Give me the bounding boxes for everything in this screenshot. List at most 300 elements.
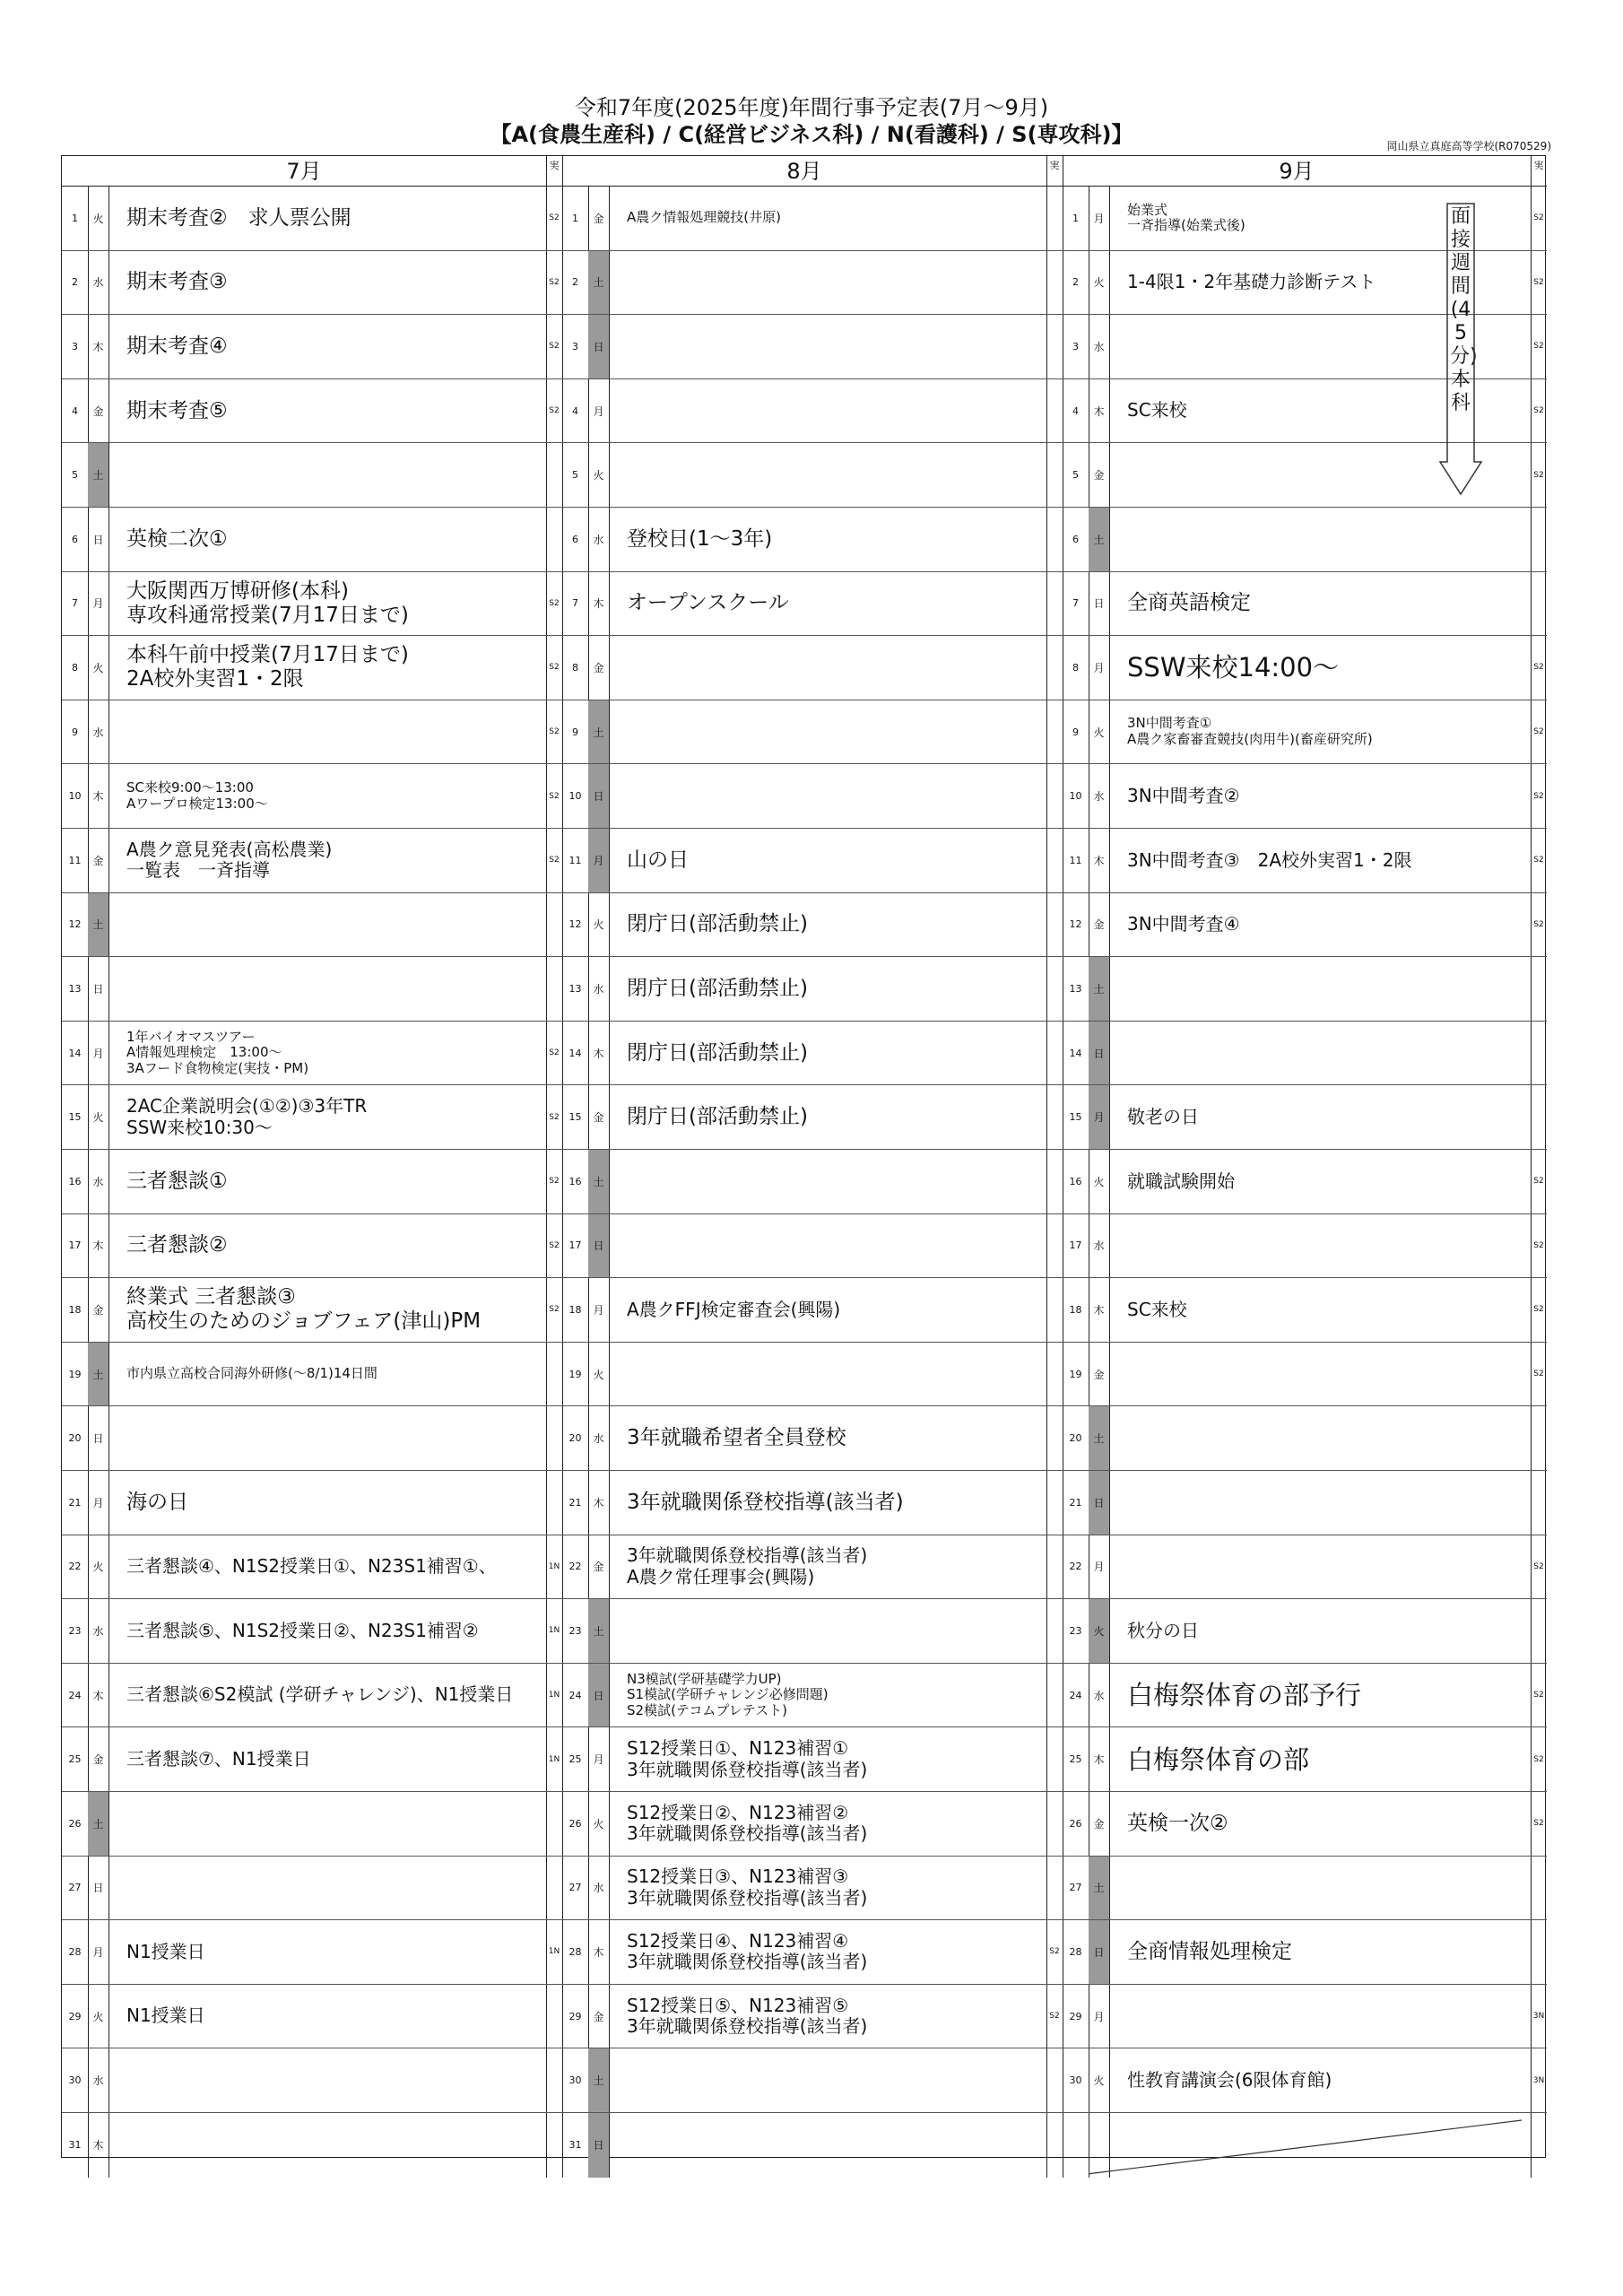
day-number: 29 bbox=[1069, 2010, 1082, 2022]
jitsu-mark bbox=[1531, 957, 1547, 1021]
weekday: 土 bbox=[88, 443, 108, 507]
day-number: 31 bbox=[68, 2139, 82, 2152]
weekday: 土 bbox=[88, 893, 108, 957]
day-number: 5 bbox=[1072, 469, 1079, 482]
jitsu-mark bbox=[546, 1471, 562, 1535]
weekday: 金 bbox=[92, 854, 104, 867]
event-line: S1模試(学研チャレンジ必修問題) bbox=[627, 1686, 829, 1703]
weekday: 火 bbox=[593, 1368, 604, 1381]
weekday: 水 bbox=[593, 1882, 604, 1895]
event-line: 性教育講演会(6限体育館) bbox=[1127, 2068, 1332, 2091]
day-number: 14 bbox=[68, 1047, 82, 1059]
event-line: 期末考査② 求人票公開 bbox=[126, 205, 352, 230]
event-line: N1授業日 bbox=[126, 2005, 205, 2027]
event-line: 敬老の日 bbox=[1127, 1105, 1199, 1127]
day-number: 5 bbox=[572, 469, 578, 482]
jitsu-mark bbox=[546, 1792, 562, 1856]
day-number: 30 bbox=[568, 2074, 582, 2087]
day-number: 7 bbox=[1072, 597, 1079, 610]
event-text bbox=[623, 187, 1046, 250]
weekday: 日 bbox=[92, 1432, 104, 1446]
event-line: 3年就職関係登校指導(該当者) bbox=[627, 1822, 868, 1845]
event-text bbox=[1124, 1214, 1531, 1278]
weekday: 土 bbox=[588, 1599, 609, 1663]
event-line: 高校生のためのジョブフェア(津山)PM bbox=[126, 1309, 482, 1334]
weekday: 日 bbox=[588, 2113, 609, 2178]
event-text bbox=[1124, 1343, 1531, 1406]
day-number: 7 bbox=[72, 597, 78, 610]
event-line: Aワープロ検定13:00～ bbox=[126, 795, 268, 812]
weekday: 日 bbox=[1089, 1471, 1109, 1535]
event-line: 三者懇談⑥S2模試 (学研チャレンジ)、N1授業日 bbox=[126, 1683, 514, 1706]
day-row bbox=[562, 1150, 1063, 1214]
jitsu-mark bbox=[546, 1857, 562, 1920]
event-line: 1年バイオマスツアー bbox=[126, 1028, 256, 1045]
jitsu-mark bbox=[1046, 1727, 1063, 1791]
weekday: 木 bbox=[92, 340, 104, 353]
event-text bbox=[623, 2113, 1046, 2178]
event-text bbox=[623, 1214, 1046, 1278]
day-row bbox=[562, 315, 1063, 379]
day-row bbox=[62, 572, 562, 637]
jitsu-mark bbox=[1046, 1343, 1063, 1406]
jitsu-mark bbox=[1046, 315, 1063, 378]
weekday: 月 bbox=[593, 1753, 604, 1767]
event-line: 期末考査⑤ bbox=[126, 398, 228, 422]
interview-week-label: 面接週間(45分)本科 bbox=[1450, 205, 1478, 414]
day-number: 26 bbox=[68, 1817, 82, 1830]
weekday: 月 bbox=[1093, 1561, 1105, 1574]
day-row bbox=[1063, 957, 1547, 1022]
jitsu-mark: S2 bbox=[549, 277, 560, 287]
jitsu-mark bbox=[1046, 957, 1063, 1021]
day-number: 29 bbox=[68, 2010, 82, 2022]
day-row bbox=[562, 1727, 1063, 1792]
event-text bbox=[623, 1664, 1046, 1727]
event-text bbox=[123, 893, 546, 957]
event-text bbox=[123, 1471, 546, 1535]
day-row bbox=[1063, 1857, 1547, 1921]
day-number: 12 bbox=[68, 918, 82, 931]
jitsu-mark: S2 bbox=[1533, 1177, 1544, 1187]
jitsu-mark bbox=[1531, 1022, 1547, 1085]
jitsu-mark bbox=[1531, 1599, 1547, 1663]
day-number: 25 bbox=[1069, 1753, 1082, 1766]
event-line: 2A校外実習1・2限 bbox=[126, 667, 304, 691]
day-row bbox=[62, 1599, 562, 1664]
weekday: 金 bbox=[593, 1561, 604, 1574]
event-line: S12授業日⑤、N123補習⑤ bbox=[627, 1994, 849, 2016]
event-text bbox=[623, 1085, 1046, 1149]
jitsu-mark bbox=[1531, 1920, 1547, 1984]
event-text bbox=[623, 1406, 1046, 1470]
day-number: 22 bbox=[568, 1561, 582, 1573]
weekday: 水 bbox=[1093, 790, 1105, 804]
day-number: 10 bbox=[568, 790, 582, 803]
day-row bbox=[62, 700, 562, 765]
event-text bbox=[623, 1343, 1046, 1406]
event-text bbox=[123, 764, 546, 828]
event-text bbox=[1124, 1278, 1531, 1342]
day-number: 2 bbox=[572, 276, 578, 289]
day-row bbox=[562, 1214, 1063, 1279]
weekday: 土 bbox=[588, 251, 609, 315]
day-number: 10 bbox=[68, 790, 82, 803]
day-number: 21 bbox=[68, 1496, 82, 1509]
jitsu-mark bbox=[546, 2048, 562, 2112]
jitsu-mark: S2 bbox=[1533, 277, 1544, 287]
event-text bbox=[623, 1599, 1046, 1663]
day-row bbox=[62, 1022, 562, 1086]
jitsu-mark bbox=[1046, 829, 1063, 892]
day-number: 6 bbox=[1072, 533, 1079, 545]
event-text bbox=[123, 1535, 546, 1599]
event-line: 全商英語検定 bbox=[1127, 591, 1251, 615]
jitsu-mark bbox=[1046, 1599, 1063, 1663]
weekday: 日 bbox=[92, 533, 104, 546]
day-row bbox=[1063, 1920, 1547, 1985]
day-row bbox=[562, 1920, 1063, 1985]
weekday: 火 bbox=[92, 2010, 104, 2023]
event-text bbox=[1124, 1857, 1531, 1920]
day-row bbox=[1063, 1792, 1547, 1857]
event-line: 3N中間考査④ bbox=[1127, 913, 1240, 935]
day-number: 22 bbox=[1069, 1561, 1082, 1573]
day-row bbox=[1063, 1727, 1547, 1792]
event-text bbox=[123, 1857, 546, 1920]
jitsu-mark: 3N bbox=[1532, 2075, 1545, 2085]
day-number: 9 bbox=[572, 726, 578, 738]
event-text bbox=[623, 1022, 1046, 1085]
jitsu-mark: S2 bbox=[1533, 663, 1544, 673]
day-row bbox=[62, 1085, 562, 1150]
day-row bbox=[62, 1471, 562, 1535]
weekday: 月 bbox=[92, 1047, 104, 1060]
event-text bbox=[1124, 508, 1531, 571]
event-line: S12授業日④、N123補習④ bbox=[627, 1929, 849, 1952]
event-text bbox=[1124, 1022, 1531, 1085]
weekday: 日 bbox=[588, 764, 609, 828]
weekday: 月 bbox=[1093, 661, 1105, 674]
weekday: 月 bbox=[92, 597, 104, 611]
day-number: 6 bbox=[72, 533, 78, 545]
event-line: 3Aフード食物検定(実技・PM) bbox=[126, 1059, 309, 1076]
day-number: 4 bbox=[1072, 404, 1079, 417]
event-text bbox=[623, 957, 1046, 1021]
event-line: A農ク情報処理競技(井原) bbox=[627, 209, 781, 226]
weekday: 金 bbox=[1093, 918, 1105, 932]
jitsu-mark: 3N bbox=[1532, 2012, 1545, 2022]
event-line: A農ク常任理事会(興陽) bbox=[627, 1565, 815, 1587]
day-number: 15 bbox=[568, 1111, 582, 1124]
weekday: 日 bbox=[588, 1214, 609, 1278]
day-row bbox=[1063, 1150, 1547, 1214]
weekday: 日 bbox=[1093, 597, 1105, 611]
event-text bbox=[1124, 1985, 1531, 2048]
day-number: 1 bbox=[72, 212, 78, 224]
event-line: S12授業日②、N123補習② bbox=[627, 1801, 849, 1823]
jitsu-mark: S2 bbox=[1533, 213, 1544, 223]
event-line: 3N中間考査③ 2A校外実習1・2限 bbox=[1127, 848, 1412, 871]
weekday: 木 bbox=[92, 2139, 104, 2152]
jitsu-mark: S2 bbox=[549, 791, 560, 801]
event-line: 全商情報処理検定 bbox=[1127, 1939, 1292, 1963]
event-line: 3N中間考査① bbox=[1127, 715, 1212, 732]
day-row bbox=[562, 1792, 1063, 1857]
jitsu-mark bbox=[1046, 443, 1063, 507]
weekday: 水 bbox=[92, 2074, 104, 2088]
day-row bbox=[62, 1535, 562, 1600]
day-number: 24 bbox=[568, 1689, 582, 1701]
event-text bbox=[123, 1214, 546, 1278]
jitsu-mark bbox=[1046, 251, 1063, 315]
event-text bbox=[123, 1985, 546, 2048]
weekday: 水 bbox=[1093, 1689, 1105, 1702]
day-row bbox=[62, 1792, 562, 1857]
day-row bbox=[1063, 700, 1547, 765]
event-line: 1-4限1・2年基礎力診断テスト bbox=[1127, 271, 1376, 293]
event-text bbox=[123, 251, 546, 315]
weekday: 日 bbox=[92, 1882, 104, 1895]
jitsu-mark: S2 bbox=[1533, 791, 1544, 801]
day-number: 28 bbox=[568, 1945, 582, 1958]
weekday: 水 bbox=[593, 982, 604, 996]
event-text bbox=[623, 1920, 1046, 1984]
event-line: 山の日 bbox=[627, 848, 689, 872]
jitsu-mark: S2 bbox=[549, 663, 560, 673]
weekday: 月 bbox=[593, 404, 604, 418]
jitsu-mark: S2 bbox=[1533, 342, 1544, 352]
day-number: 16 bbox=[568, 1175, 582, 1187]
event-line: SSW来校14:00～ bbox=[1127, 652, 1340, 683]
jitsu-mark bbox=[546, 1406, 562, 1470]
event-line: A農クFFJ検定審査会(興陽) bbox=[627, 1298, 841, 1320]
day-number: 9 bbox=[72, 726, 78, 738]
day-row bbox=[1063, 1214, 1547, 1279]
jitsu-header: 実 bbox=[1531, 156, 1547, 187]
event-text bbox=[123, 1727, 546, 1791]
day-number: 29 bbox=[568, 2010, 582, 2022]
day-row bbox=[1063, 1278, 1547, 1343]
jitsu-mark bbox=[1046, 1085, 1063, 1149]
day-row bbox=[562, 443, 1063, 508]
jitsu-mark: S2 bbox=[1533, 856, 1544, 865]
day-number: 7 bbox=[572, 597, 578, 610]
event-text bbox=[623, 1792, 1046, 1856]
day-number: 25 bbox=[68, 1753, 82, 1766]
event-text bbox=[123, 1664, 546, 1727]
weekday: 土 bbox=[88, 1792, 108, 1856]
day-number: 11 bbox=[1069, 854, 1082, 866]
day-row bbox=[1063, 1535, 1547, 1600]
day-row bbox=[562, 1278, 1063, 1343]
day-row bbox=[562, 2048, 1063, 2113]
day-row bbox=[1063, 829, 1547, 893]
jitsu-mark bbox=[1531, 572, 1547, 636]
event-line: 白梅祭体育の部予行 bbox=[1127, 1679, 1362, 1710]
month-header-9: 9月 bbox=[1063, 156, 1531, 187]
day-number: 4 bbox=[572, 404, 578, 417]
jitsu-mark bbox=[1046, 508, 1063, 571]
page-title: 令和7年度(2025年度)年間行事予定表(7月～9月) bbox=[574, 95, 1049, 120]
event-line: 三者懇談⑤、N1S2授業日②、N23S1補習② bbox=[126, 1619, 479, 1641]
event-line: 3年就職関係登校指導(該当者) bbox=[627, 1544, 868, 1567]
day-number: 30 bbox=[68, 2074, 82, 2087]
weekday: 火 bbox=[593, 469, 604, 483]
weekday: 金 bbox=[92, 1303, 104, 1317]
event-text bbox=[123, 2113, 546, 2178]
event-text bbox=[623, 764, 1046, 828]
jitsu-mark: S2 bbox=[549, 1112, 560, 1122]
event-line: 3年就職関係登校指導(該当者) bbox=[627, 1490, 904, 1514]
jitsu-mark: S2 bbox=[549, 213, 560, 223]
day-row bbox=[62, 315, 562, 379]
weekday: 木 bbox=[593, 1945, 604, 1959]
jitsu-mark: S2 bbox=[549, 1177, 560, 1187]
jitsu-mark: S2 bbox=[1533, 1240, 1544, 1250]
day-number: 1 bbox=[1072, 212, 1079, 224]
event-text bbox=[123, 1792, 546, 1856]
jitsu-mark bbox=[1046, 187, 1063, 250]
jitsu-header: 実 bbox=[1046, 156, 1063, 187]
weekday: 木 bbox=[1093, 1303, 1105, 1317]
day-number: 15 bbox=[68, 1111, 82, 1124]
event-line: 三者懇談② bbox=[126, 1233, 228, 1257]
event-text bbox=[123, 508, 546, 571]
weekday: 月 bbox=[1093, 212, 1105, 225]
event-line: 三者懇談④、N1S2授業日①、N23S1補習①、 bbox=[126, 1555, 497, 1578]
day-row bbox=[1063, 572, 1547, 637]
jitsu-mark bbox=[1046, 1535, 1063, 1599]
event-text bbox=[1124, 1599, 1531, 1663]
event-line: 閉庁日(部活動禁止) bbox=[627, 1105, 808, 1129]
day-number: 3 bbox=[572, 340, 578, 352]
day-row bbox=[62, 1278, 562, 1343]
event-line: A農ク家畜審査競技(肉用牛)(畜産研究所) bbox=[1127, 731, 1373, 748]
weekday: 木 bbox=[593, 1496, 604, 1509]
event-line: S12授業日①、N123補習① bbox=[627, 1737, 849, 1760]
weekday: 木 bbox=[92, 1689, 104, 1702]
event-text bbox=[623, 1727, 1046, 1791]
day-row bbox=[1063, 1406, 1547, 1471]
jitsu-mark bbox=[1531, 508, 1547, 571]
event-line: 海の日 bbox=[126, 1490, 188, 1514]
day-row bbox=[562, 572, 1063, 637]
event-text bbox=[1124, 957, 1531, 1021]
day-row bbox=[62, 1406, 562, 1471]
day-row bbox=[1063, 1471, 1547, 1535]
jitsu-mark: S2 bbox=[1533, 727, 1544, 737]
event-line: 終業式 三者懇談③ bbox=[126, 1285, 296, 1309]
day-number: 20 bbox=[568, 1432, 582, 1445]
weekday: 木 bbox=[593, 597, 604, 611]
jitsu-mark: S2 bbox=[1533, 406, 1544, 416]
jitsu-mark: 1N bbox=[548, 1626, 560, 1636]
event-text bbox=[1124, 1664, 1531, 1727]
event-line: オープンスクール bbox=[627, 591, 789, 615]
weekday: 土 bbox=[588, 1150, 609, 1213]
day-row bbox=[62, 2048, 562, 2113]
weekday: 火 bbox=[1093, 726, 1105, 739]
day-row bbox=[562, 1599, 1063, 1664]
day-number: 18 bbox=[68, 1303, 82, 1316]
event-text bbox=[623, 251, 1046, 315]
strike-line bbox=[1089, 2120, 1522, 2174]
jitsu-mark bbox=[1046, 636, 1063, 700]
jitsu-mark bbox=[546, 508, 562, 571]
event-text bbox=[123, 1920, 546, 1984]
event-text bbox=[1124, 829, 1531, 892]
event-line: S2模試(テコムプレテスト) bbox=[627, 1701, 787, 1718]
day-row bbox=[1063, 1664, 1547, 1728]
day-row bbox=[62, 2113, 562, 2178]
event-text bbox=[123, 1022, 546, 1085]
day-number: 18 bbox=[1069, 1303, 1082, 1316]
jitsu-mark: S2 bbox=[549, 1305, 560, 1315]
day-number: 19 bbox=[568, 1368, 582, 1380]
event-line: 登校日(1～3年) bbox=[627, 526, 773, 551]
day-row bbox=[1063, 1022, 1547, 1086]
event-text bbox=[123, 636, 546, 700]
day-number: 12 bbox=[568, 918, 582, 931]
weekday: 土 bbox=[1089, 508, 1109, 571]
weekday: 月 bbox=[1093, 2010, 1105, 2023]
day-number: 23 bbox=[1069, 1624, 1082, 1637]
day-row bbox=[62, 1727, 562, 1792]
weekday: 日 bbox=[1089, 1920, 1109, 1984]
day-number: 11 bbox=[68, 854, 82, 866]
day-number: 19 bbox=[68, 1368, 82, 1380]
day-row bbox=[562, 893, 1063, 958]
day-number: 24 bbox=[68, 1689, 82, 1701]
weekday: 金 bbox=[593, 212, 604, 225]
event-text bbox=[123, 829, 546, 892]
event-text bbox=[123, 1085, 546, 1149]
weekday: 火 bbox=[92, 1111, 104, 1125]
event-text bbox=[1124, 2048, 1531, 2112]
day-number: 30 bbox=[1069, 2074, 1082, 2087]
day-row bbox=[62, 443, 562, 508]
event-text bbox=[123, 315, 546, 378]
day-number: 24 bbox=[1069, 1689, 1082, 1701]
jitsu-mark bbox=[1531, 1471, 1547, 1535]
day-number: 8 bbox=[572, 661, 578, 674]
event-line: 3年就職関係登校指導(該当者) bbox=[627, 1886, 868, 1909]
event-line: 3年就職関係登校指導(該当者) bbox=[627, 2015, 868, 2038]
event-text bbox=[123, 443, 546, 507]
jitsu-mark: S2 bbox=[1533, 1819, 1544, 1829]
weekday: 土 bbox=[1089, 957, 1109, 1021]
jitsu-mark bbox=[1046, 1022, 1063, 1085]
day-number: 6 bbox=[572, 533, 578, 545]
event-text bbox=[1124, 1920, 1531, 1984]
event-text bbox=[1124, 1085, 1531, 1149]
weekday: 水 bbox=[593, 533, 604, 546]
interview-week-arrow bbox=[1438, 202, 1483, 498]
day-number: 28 bbox=[68, 1945, 82, 1958]
jitsu-mark: 1N bbox=[548, 1754, 560, 1764]
event-line: 市内県立高校合同海外研修(～8/1)14日間 bbox=[126, 1365, 378, 1382]
event-text bbox=[123, 700, 546, 764]
jitsu-mark: S2 bbox=[1533, 1754, 1544, 1764]
day-row bbox=[62, 636, 562, 700]
event-text bbox=[623, 829, 1046, 892]
event-line: SSW来校10:30～ bbox=[126, 1116, 273, 1138]
event-line: N1授業日 bbox=[126, 1940, 205, 1962]
jitsu-mark: S2 bbox=[1533, 1305, 1544, 1315]
day-number: 22 bbox=[68, 1561, 82, 1573]
event-line: 三者懇談① bbox=[126, 1169, 228, 1193]
